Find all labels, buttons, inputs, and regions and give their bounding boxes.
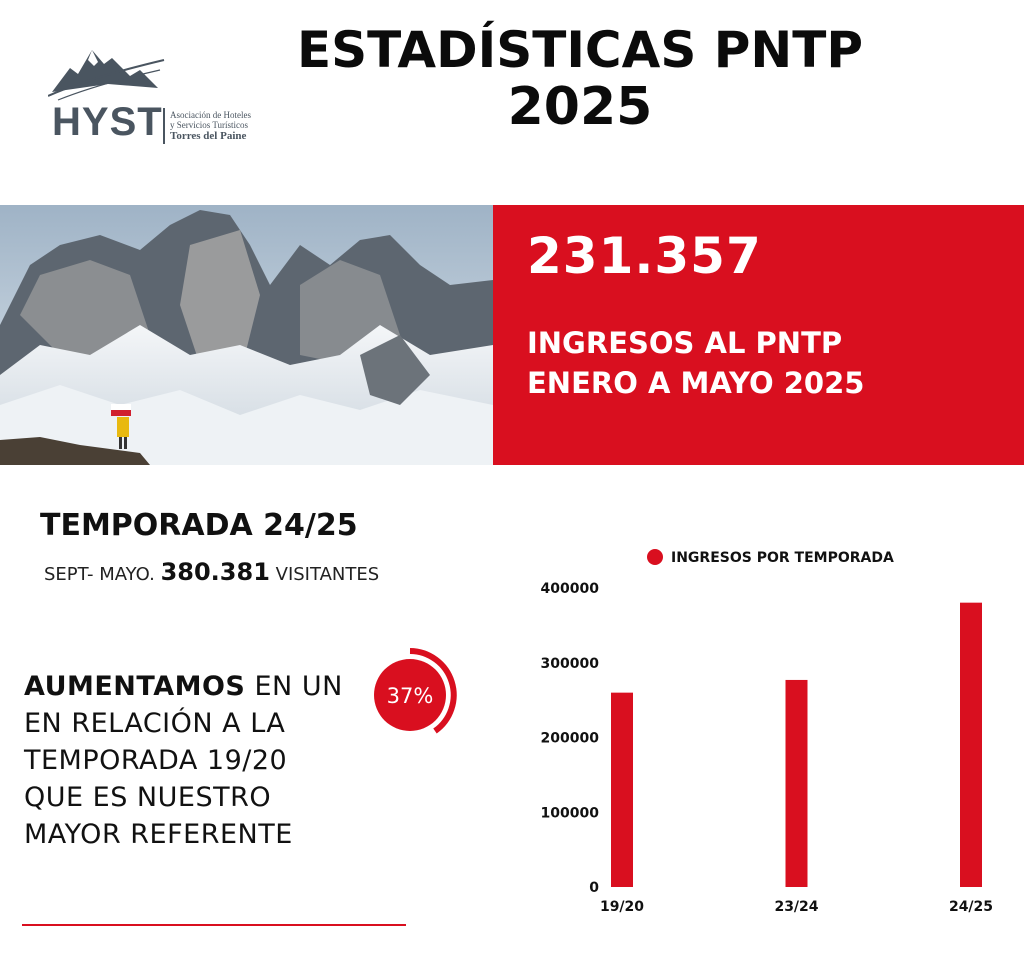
growth-line3: TEMPORADA 19/20 [24,745,288,776]
bars [611,603,982,887]
logo-divider [163,108,165,144]
x-tick-label: 19/20 [599,899,645,915]
season-visitors-label: VISITANTES [275,564,380,585]
growth-line5: MAYOR REFERENTE [24,819,293,850]
legend-label: INGRESOS POR TEMPORADA [671,550,894,566]
divider-line [22,924,406,926]
bar-24-25 [960,603,982,887]
growth-line1-rest: EN UN [245,671,343,702]
page-title-line2: 2025 [507,77,653,137]
y-tick-label: 100000 [540,805,599,822]
season-title: TEMPORADA 24/25 [40,508,358,543]
x-tick-label: 24/25 [948,899,994,915]
y-tick-label: 200000 [540,730,599,747]
chart-legend [647,549,894,566]
percent-badge-label: 37% [386,684,434,708]
x-tick-label: 23/24 [774,899,819,915]
page-title [260,22,900,136]
hyst-logo [48,40,268,152]
mountain-logo-icon [48,40,166,102]
banner-caption [527,323,864,403]
legend-marker [647,549,663,565]
summary-banner [493,205,1024,465]
y-axis [541,581,600,896]
growth-line4: QUE ES NUESTRO [24,782,272,813]
page-title-line1: ESTADÍSTICAS PNTP [297,21,863,79]
x-axis [600,899,993,915]
banner-caption-line2: ENERO A MAYO 2025 [527,366,865,400]
banner-big-number: 231.357 [527,227,762,285]
season-period: SEPT- MAYO. [44,564,155,585]
growth-bold-word: AUMENTAMOS [24,671,246,702]
season-visitors-count: 380.381 [160,558,270,586]
season-bar-chart [505,540,1010,920]
logo-subtitle-line1: Asociación de Hoteles [170,110,251,120]
logo-wordmark: HYST [52,100,163,144]
bar-19-20 [611,693,633,887]
bar-23-24 [786,680,808,887]
torres-del-paine-image [0,205,493,465]
y-tick-label: 0 [589,880,599,896]
logo-subtitle [170,110,251,143]
y-tick-label: 300000 [540,655,599,672]
growth-line2: EN RELACIÓN A LA [24,708,286,739]
logo-subtitle-line3: Torres del Paine [170,130,247,142]
growth-statement [24,668,364,853]
logo-subtitle-line2: y Servicios Turísticos [170,120,249,130]
season-visitors-line [44,558,379,586]
mountain-photo [0,205,493,465]
banner-caption-line1: INGRESOS AL PNTP [527,326,843,360]
percent-badge [365,645,465,745]
y-tick-label: 400000 [540,581,599,597]
